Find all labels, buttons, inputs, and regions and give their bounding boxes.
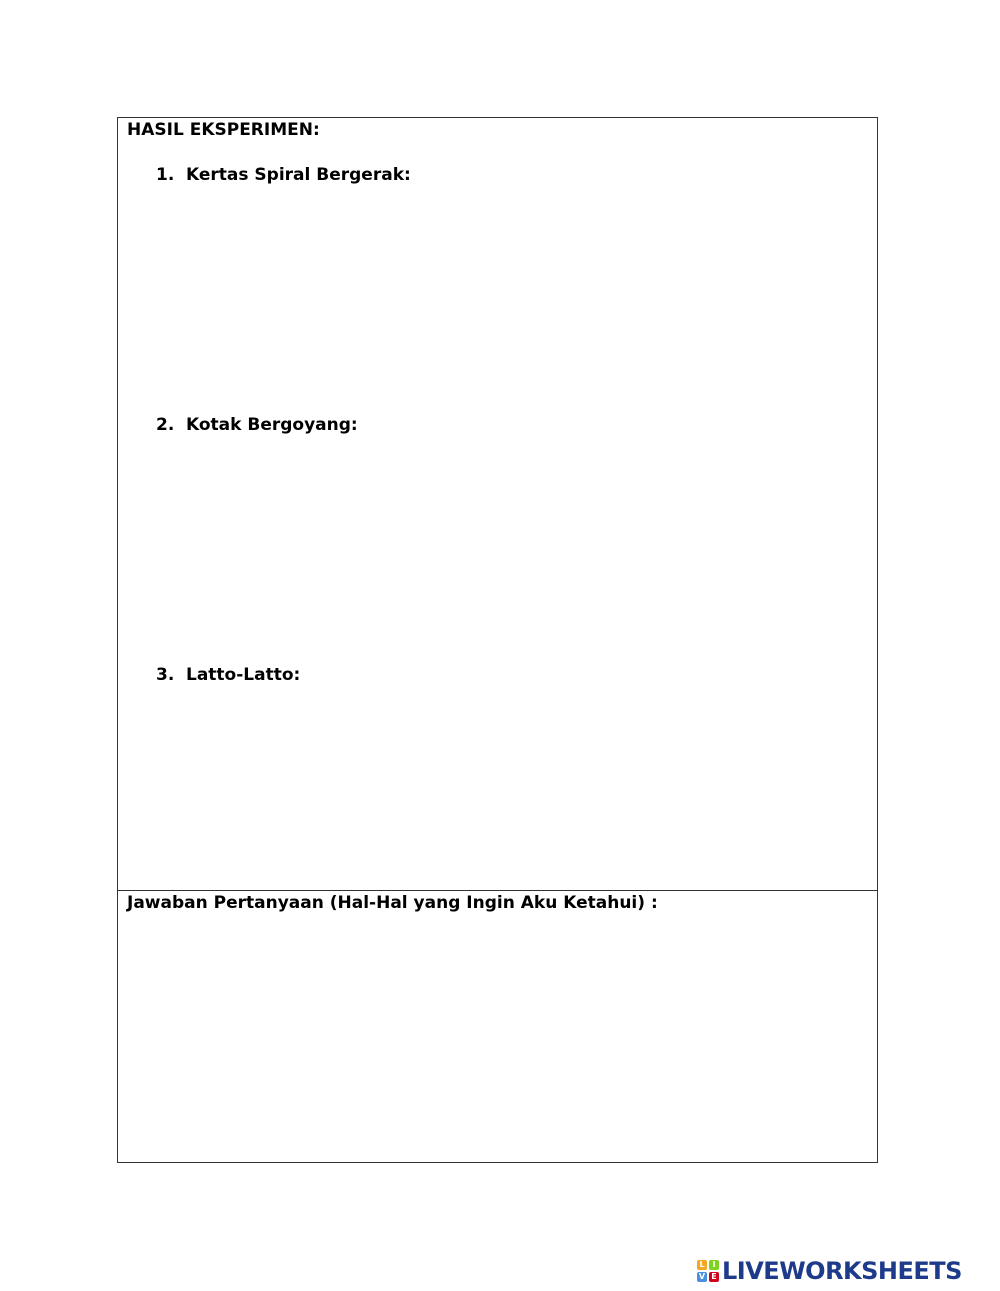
results-heading: HASIL EKSPERIMEN: <box>127 120 320 140</box>
mark-letter-l: L <box>697 1260 707 1270</box>
item-label: Kotak Bergoyang: <box>186 415 358 435</box>
mark-letter-e: E <box>709 1272 719 1282</box>
item-label: Latto-Latto: <box>186 665 301 685</box>
item-label: Kertas Spiral Bergerak: <box>186 165 411 185</box>
result-item-latto-latto <box>156 665 300 685</box>
mark-letter-v: V <box>698 1272 706 1281</box>
answers-heading: Jawaban Pertanyaan (Hal-Hal yang Ingin Aku Ketahui) : <box>127 893 658 913</box>
item-number: 3. <box>156 665 175 685</box>
result-item-kotak-bergoyang <box>156 415 358 435</box>
answers-section <box>118 891 877 1163</box>
item-number: 1. <box>156 165 175 185</box>
results-section <box>118 118 877 891</box>
liveworksheets-logo <box>697 1257 962 1285</box>
worksheet-frame <box>117 117 878 1163</box>
liveworksheets-mark-icon <box>697 1260 719 1282</box>
item-number: 2. <box>156 415 175 435</box>
mark-letter-i: I <box>709 1260 719 1270</box>
result-item-kertas-spiral <box>156 165 411 185</box>
liveworksheets-wordmark: LIVEWORKSHEETS <box>722 1257 962 1285</box>
